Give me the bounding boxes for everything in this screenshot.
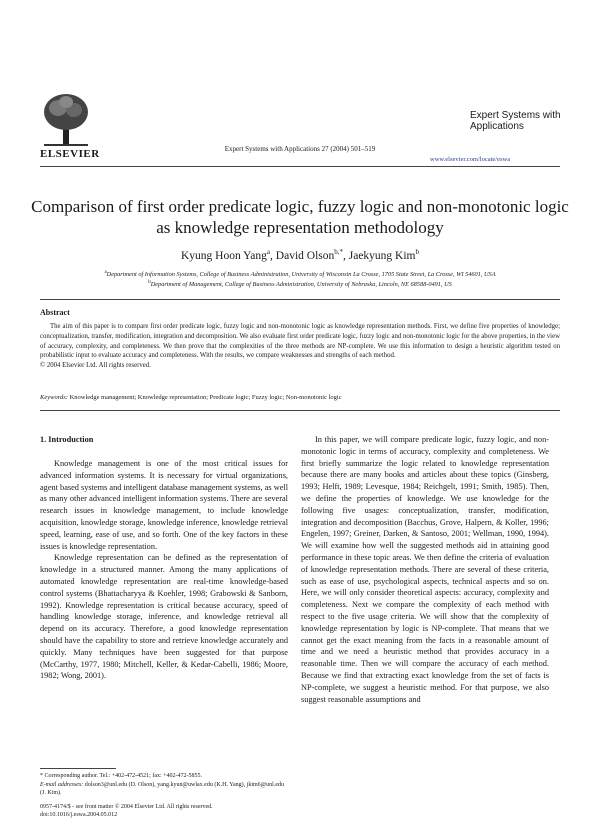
- body-paragraph: Knowledge management is one of the most critical issues for advanced information systems. It is necessary for virtual organizations, agent based systems and intelligent database management systems, as well as many other advanced intelligent information systems. There are several research issues in knowledge management, to include knowledge acquisition, knowledge storage, knowledge inference, knowledge retrieval speed, learning, ease of use, and so forth. One of the key factors in these issues is knowledge representation.: [40, 459, 288, 551]
- affiliation-sup: a: [104, 270, 107, 275]
- footnote-corresponding: * Corresponding author. Tel.: +402-472-4521; fax: +402-472-5855.: [40, 773, 203, 779]
- author-name: David Olson: [275, 249, 335, 262]
- keywords: [40, 394, 342, 401]
- affiliation: [30, 270, 570, 278]
- body-paragraph: In this paper, we will compare predicate logic, fuzzy logic, and non-monotonic logic in terms of accuracy, complexity and completeness. We first briefly summarize the logic related to knowledge representation because there are many books and articles about these topics (Ginsberg, 1993; Helft, 1989; Levesque, 1984; Reichgelt, 1991; Smith, 1985). Then, we define the properties of knowledge. We use knowledge for the following five usages: conceptualization, transfer, modification, integration and decomposition (Bacchus, Grove, Halpern, & Koller, 1996; Engelen, 1997; Greiner, Darken, & Santoso, 2001; Wellman, 1990, 1994). We will examine how well the suggested methods aid in attaining good performance in these topic areas. We then define the criteria of evaluation of knowledge representation methods. There are several of these criteria, such as ease of use, psychological aspects, technical aspects and so on. Here, we will only consider theoretical aspects: accuracy, complexity and completeness. Next we compare the complexity of each method with respect to the five usage criteria. We will show that the complexity of knowledge representation by logic is NP-complete. That means that we cannot get the exact meaning from the facts in a reasonable amount of time and we need a heuristic method that provides accuracy in a reasonable time. Then we will compare the accuracy of each method. Because we find that extracting exact knowledge from the set of facts is NP-complete, we suggest a heuristic method. For that purpose, we also suggest reasonable assumptions and: [301, 435, 549, 704]
- journal-url-link[interactable]: www.elsevier.com/locate/eswa: [430, 156, 511, 163]
- affiliation: [30, 280, 570, 288]
- keywords-label: Keywords:: [40, 394, 68, 401]
- author-sup: b,*: [334, 248, 343, 256]
- author-sup: b: [415, 248, 420, 256]
- affiliation-text: Department of Management, College of Business Administration, University of Nebraska, Lincoln, NE 68588-0491, US: [150, 281, 452, 289]
- doi-line[interactable]: doi:10.1016/j.eswa.2004.05.012: [40, 812, 118, 818]
- elsevier-tree-logo: [40, 92, 92, 148]
- abstract-bottom-rule: [40, 410, 560, 411]
- abstract-body: [40, 322, 560, 371]
- article-title: Comparison of first order predicate logic, fuzzy logic and non-monotonic logic as knowledge representation methodology: [31, 197, 569, 237]
- publisher-name: ELSEVIER: [40, 148, 100, 160]
- abstract-top-rule: [40, 299, 560, 300]
- footnote-rule: [40, 768, 116, 769]
- section-heading: 1. Introduction: [40, 435, 94, 444]
- journal-title: Expert Systems with Applications: [470, 110, 561, 132]
- copyright-line: © 2004 Elsevier Ltd. All rights reserved.: [40, 362, 151, 370]
- footnote-emails: [40, 781, 290, 797]
- body-paragraph: Knowledge representation can be defined as the representation of knowledge in a structured manner. Among the many applications of automated knowledge representation are real-time knowledge-based control systems (Bhattacharyya & Koehler, 1998; Grabowski & Sanborn, 1992). Knowledge representation is critical because accuracy, speed of handling knowledge storage, inference, and knowledge retrieval all depend on its accuracy. Therefore, a good knowledge representation should have the capability to store and retrieve knowledge accurately and quickly. Many techniques have been suggested for that purpose (McCarthy, 1977, 1980; Mitchell, Keller, & Kedar-Cabelli, 1986; Moore, 1982; Wong, 2001).: [40, 553, 288, 681]
- author-name: Jaekyung Kim: [348, 249, 416, 262]
- header-rule: [40, 166, 560, 167]
- issn-line: 0957-4174/$ - see front matter © 2004 Elsevier Ltd. All rights reserved.: [40, 804, 213, 810]
- affiliation-sup: b: [148, 280, 151, 285]
- right-column: [301, 434, 549, 705]
- keywords-list: Knowledge management; Knowledge representation; Predicate logic; Fuzzy logic; Non-monotonic logic: [69, 394, 342, 401]
- author-sup: a: [266, 248, 271, 256]
- abstract-text: The aim of this paper is to compare first order predicate logic, fuzzy logic and non-monotonic logic as knowledge representation methods. First, we define five properties of knowledge; conceptualization, transfer, modification, integration and decomposition. We also evaluate first order predicate logic, fuzzy logic and non-monotonic logic for the above properties, in the view of accuracy, complexity, and completeness. We then prove that the complexities of the three methods are NP-complete. We use this information to design a heuristic algorithm tested on probabilistic input to evaluate accuracy and completeness. With the results, we compare weaknesses and strengths of each method.: [40, 323, 560, 360]
- bottom-meta: [40, 803, 213, 819]
- author-name: Kyung Hoon Yang: [180, 249, 267, 262]
- author-list: Kyung Hoon Yang$^a$, David Olson$^{b,*}$, Jaekyung Kim$^b$: [180, 248, 420, 262]
- abstract-heading: Abstract: [40, 308, 70, 317]
- email-list: dolson3@unl.edu (D. Olson), yang.kyun@uwlax.edu (K.H. Yang), jkim6@unl.edu (J. Kim).: [40, 782, 285, 796]
- journal-citation: Expert Systems with Applications 27 (2004) 501–519: [224, 145, 376, 153]
- email-label: E-mail addresses:: [40, 782, 84, 788]
- affiliation-text: Department of Information Systems, College of Business Administration, University of Wisconsin La Crosse, 1705 State Street, La Crosse, WI 54601, USA: [106, 271, 496, 279]
- left-column: [40, 458, 288, 682]
